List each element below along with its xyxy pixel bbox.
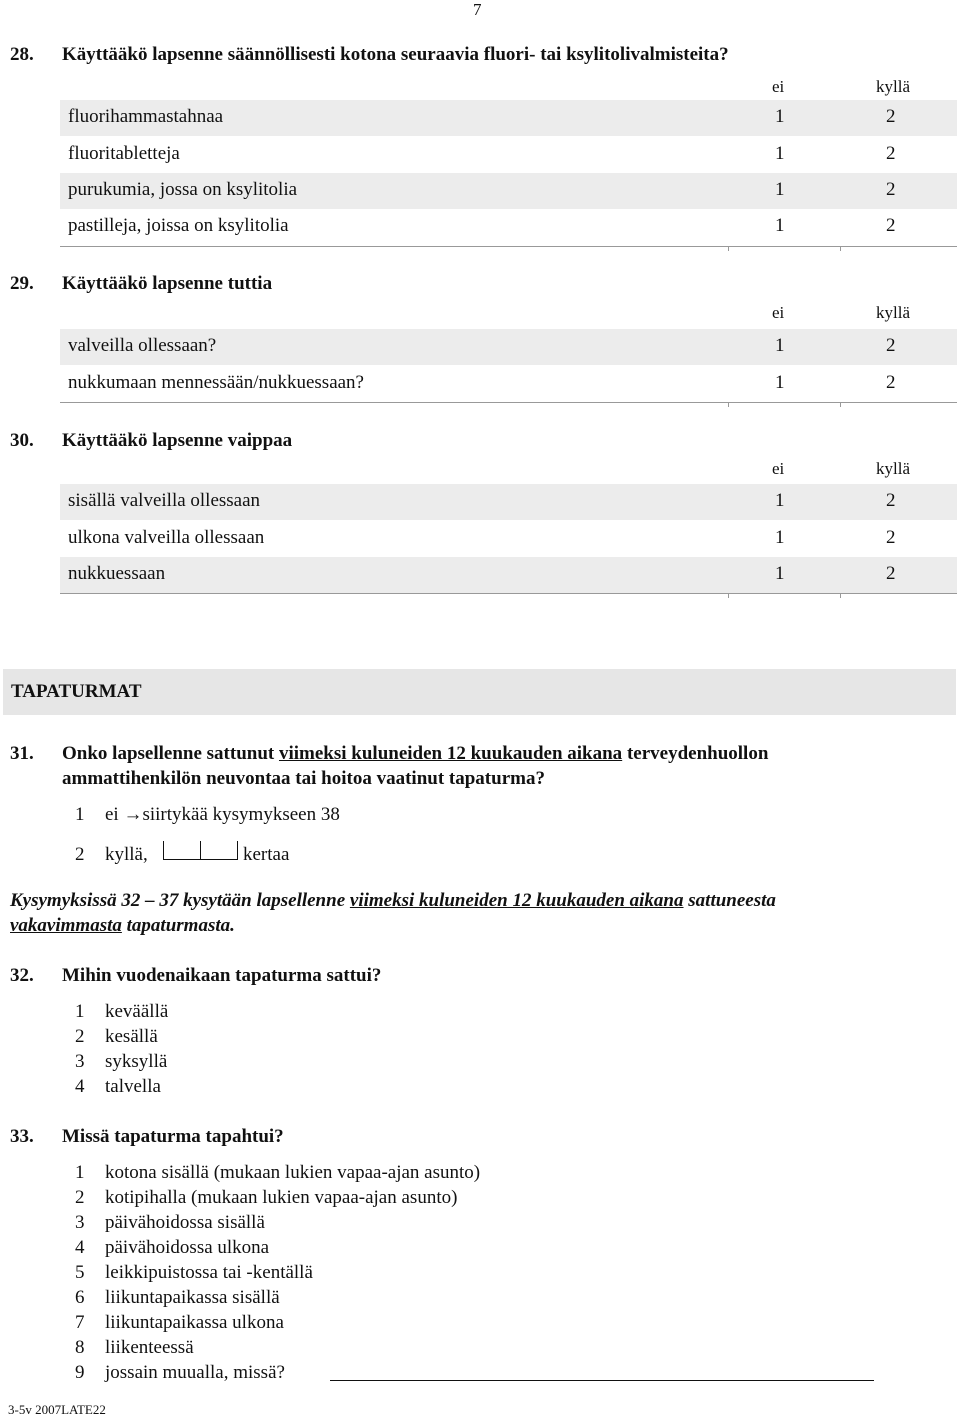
option-yes[interactable]: 2 [886, 215, 896, 236]
answer-option[interactable]: 1 ei →siirtykää kysymykseen 38 [75, 804, 340, 825]
question-31-line2: ammattihenkilön neuvontaa tai hoitoa vaatinut tapaturma? [62, 768, 545, 789]
option-yes[interactable]: 2 [886, 106, 896, 127]
divider-tick [840, 593, 841, 598]
instruction-note-line2: vakavimmasta tapaturmasta. [10, 915, 235, 936]
option-no[interactable]: 1 [775, 490, 785, 511]
answer-option[interactable]: 4 päivähoidossa ulkona [75, 1237, 270, 1258]
answer-row[interactable]: ulkona valveilla ollessaan 1 2 [68, 527, 896, 548]
instruction-note: Kysymyksissä 32 – 37 kysytään lapsellenne viimeksi kuluneiden 12 kuukauden aikana sattuneesta [10, 890, 776, 911]
option-yes[interactable]: 2 [886, 179, 896, 200]
section-title: TAPATURMAT [11, 681, 142, 702]
column-header-yes: kyllä [876, 459, 910, 478]
answer-option[interactable]: 3 syksyllä [75, 1051, 168, 1072]
question-number: 32. [10, 965, 34, 986]
divider [60, 246, 957, 247]
column-header-yes: kyllä [876, 77, 910, 96]
answer-row[interactable]: pastilleja, joissa on ksylitolia 1 2 [68, 215, 896, 236]
divider-tick [728, 402, 729, 407]
divider-tick [840, 246, 841, 251]
answer-option[interactable]: 6 liikuntapaikassa sisällä [75, 1287, 280, 1308]
column-header-yes: kyllä [876, 303, 910, 322]
option-no[interactable]: 1 [775, 143, 785, 164]
question-number: 28. [10, 44, 34, 65]
question-text: Mihin vuodenaikaan tapaturma sattui? [62, 965, 382, 986]
option-yes[interactable]: 2 [886, 372, 896, 393]
question-text: Käyttääkö lapsenne tuttia [62, 273, 273, 294]
option-yes[interactable]: 2 [886, 490, 896, 511]
question-text: Käyttääkö lapsenne vaippaa [62, 430, 293, 451]
answer-option[interactable]: 3 päivähoidossa sisällä [75, 1212, 265, 1233]
option-yes[interactable]: 2 [886, 143, 896, 164]
divider [60, 593, 957, 594]
question-number: 29. [10, 273, 34, 294]
option-no[interactable]: 1 [775, 179, 785, 200]
option-yes[interactable]: 2 [886, 527, 896, 548]
answer-option[interactable]: 2 kotipihalla (mukaan lukien vapaa-ajan asunto) [75, 1187, 458, 1208]
option-yes[interactable]: 2 [886, 335, 896, 356]
count-input-tens[interactable] [163, 841, 201, 860]
divider-tick [728, 246, 729, 251]
question-number: 33. [10, 1126, 34, 1147]
answer-option[interactable]: 5 leikkipuistossa tai -kentällä [75, 1262, 313, 1283]
answer-row[interactable]: nukkuessaan 1 2 [60, 557, 957, 593]
question-text: Missä tapaturma tapahtui? [62, 1126, 284, 1147]
answer-row[interactable]: sisällä valveilla ollessaan 1 2 [60, 484, 957, 520]
question-number: 30. [10, 430, 34, 451]
answer-option[interactable]: 1 keväällä [75, 1001, 169, 1022]
answer-option[interactable]: 4 talvella [75, 1076, 161, 1097]
answer-option[interactable]: 7 liikuntapaikassa ulkona [75, 1312, 284, 1333]
option-no[interactable]: 1 [775, 335, 785, 356]
option-no[interactable]: 1 [775, 106, 785, 127]
column-header-no: ei [772, 303, 785, 322]
question-text: Onko lapsellenne sattunut viimeksi kuluneiden 12 kuukauden aikana terveydenhuollon [62, 743, 769, 764]
column-header-no: ei [772, 459, 785, 478]
page-number: 7 [473, 0, 482, 19]
answer-row[interactable]: fluoritabletteja 1 2 [68, 143, 896, 164]
option-no[interactable]: 1 [775, 372, 785, 393]
other-place-input[interactable] [330, 1380, 874, 1381]
question-text: Käyttääkö lapsenne säännöllisesti kotona seuraavia fluori- tai ksylitolivalmisteita? [62, 44, 729, 65]
section-header [3, 669, 956, 715]
answer-row[interactable]: fluorihammastahnaa 1 2 [60, 100, 957, 136]
divider-tick [728, 593, 729, 598]
option-no[interactable]: 1 [775, 563, 785, 584]
option-no[interactable]: 1 [775, 527, 785, 548]
question-number: 31. [10, 743, 34, 764]
option-yes[interactable]: 2 [886, 563, 896, 584]
answer-option[interactable]: 9 jossain muualla, missä? [75, 1362, 285, 1383]
form-code: 3-5v 2007LATE22 [8, 1402, 106, 1417]
answer-option[interactable]: 8 liikenteessä [75, 1337, 194, 1358]
count-input-ones[interactable] [201, 841, 238, 860]
column-header-no: ei [772, 77, 785, 96]
answer-row[interactable]: nukkumaan mennessään/nukkuessaan? 1 2 [68, 372, 896, 393]
answer-row[interactable]: purukumia, jossa on ksylitolia 1 2 [60, 173, 957, 209]
divider [60, 402, 957, 403]
option-no[interactable]: 1 [775, 215, 785, 236]
answer-row[interactable]: valveilla ollessaan? 1 2 [60, 329, 957, 365]
divider-tick [840, 402, 841, 407]
answer-option[interactable]: 1 kotona sisällä (mukaan lukien vapaa-ajan asunto) [75, 1162, 481, 1183]
arrow-right-icon: → [123, 804, 143, 825]
answer-option[interactable]: 2 kesällä [75, 1026, 158, 1047]
answer-option[interactable]: 2 kyllä, kertaa [75, 841, 289, 866]
